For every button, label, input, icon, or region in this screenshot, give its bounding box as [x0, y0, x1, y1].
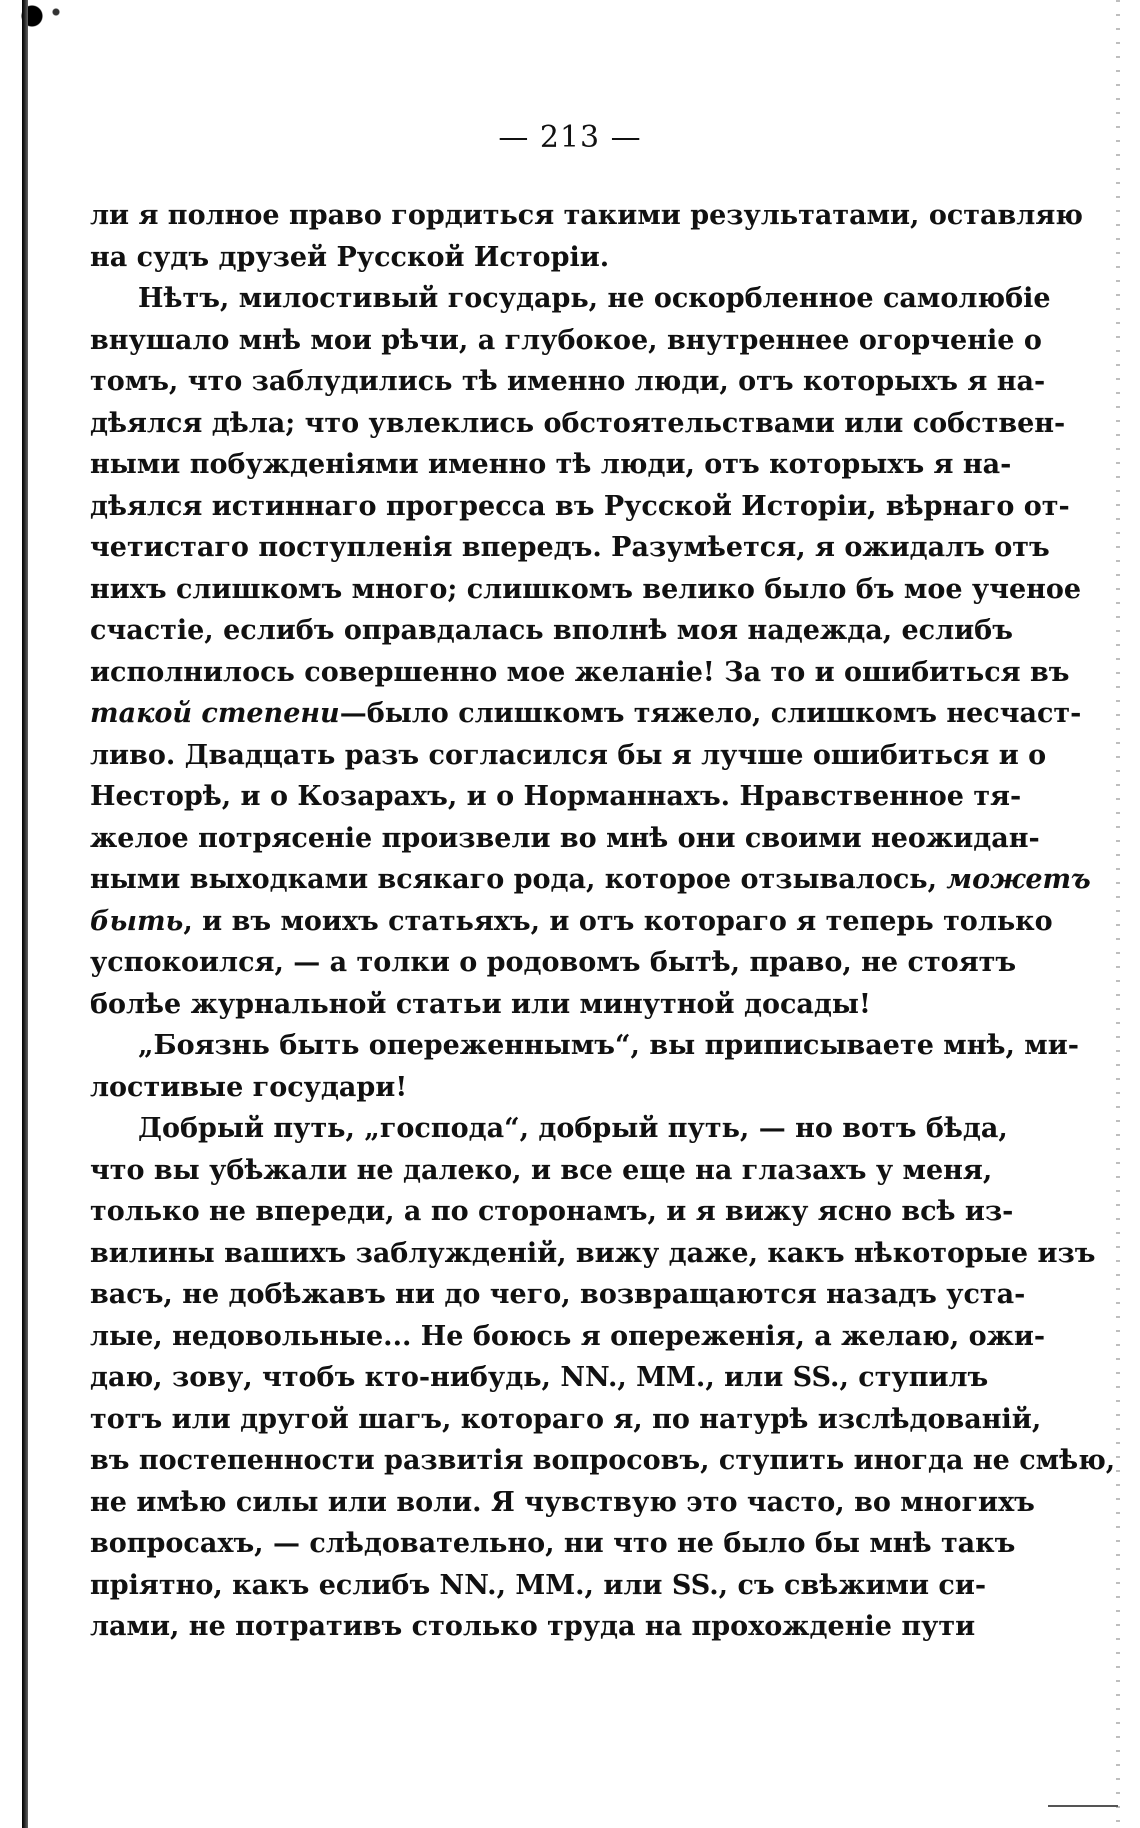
text-line: васъ, не добѣжавъ ни до чего, возвращаются назадъ уста-	[90, 1279, 1026, 1310]
paragraph	[90, 278, 1091, 1025]
paragraph	[90, 1025, 1079, 1108]
text-line: Добрый путь, „господа“, добрый путь, — но вотъ бѣда,	[138, 1113, 1008, 1144]
text-line: пріятно, какъ еслибъ NN., MM., или SS., съ свѣжими си-	[90, 1569, 987, 1601]
scan-edge-left	[22, 0, 28, 1828]
text-line: не имѣю силы или воли. Я чувствую это часто, во многихъ	[90, 1486, 1035, 1518]
text-line: вилины вашихъ заблужденій, вижу даже, какъ нѣкоторые изъ	[90, 1237, 1096, 1269]
italic-text: такой степени	[90, 698, 340, 729]
text-line: на судъ друзей Русской Исторіи.	[90, 241, 610, 273]
text-line: желое потрясеніе произвели во мнѣ они своими неожидан-	[90, 822, 1040, 854]
text-line: четистаго поступленія впередъ. Разумѣется, я ожидалъ отъ	[90, 532, 1050, 563]
italic-text: быть	[90, 905, 184, 937]
paragraph	[90, 195, 1083, 278]
body-text	[90, 195, 1116, 1648]
text-line: томъ, что заблудились тѣ именно люди, отъ которыхъ я на-	[90, 366, 1046, 397]
text-line: дѣялся дѣла; что увлеклись обстоятельствами или собствен-	[90, 407, 1066, 439]
italic-text: можетъ	[946, 864, 1091, 895]
text-line: ли я полное право гордиться такими результатами, оставляю	[90, 200, 1083, 231]
text-line: лами, не потративъ столько труда на прохожденіе пути	[90, 1611, 976, 1642]
scan-artifact	[0, 0, 80, 40]
scan-edge-right	[1116, 0, 1120, 1828]
scan-rule	[1048, 1805, 1118, 1807]
text-line: лостивые государи!	[90, 1071, 408, 1103]
text-line: тотъ или другой шагъ, котораго я, по натурѣ изслѣдованій,	[90, 1403, 1042, 1435]
text-line: ными выходками всякаго рода, которое отзывалось, можетъ	[90, 864, 1091, 895]
text-line: „Боязнь быть опереженнымъ“, вы приписываете мнѣ, ми-	[138, 1030, 1079, 1061]
text-line: вопросахъ, — слѣдовательно, ни что не было бы мнѣ такъ	[90, 1528, 1016, 1559]
text-line: быть, и въ моихъ статьяхъ, и отъ котораго я теперь только	[90, 905, 1053, 937]
text-line: Несторѣ, и о Козарахъ, и о Норманнахъ. Нравственное тя-	[90, 781, 1022, 812]
text-line: нихъ слишкомъ много; слишкомъ велико было бъ мое ученое	[90, 573, 1082, 605]
text-line: въ постепенности развитія вопросовъ, ступить иногда не смѣю,	[90, 1445, 1116, 1476]
text-line: успокоился, — а толки о родовомъ бытѣ, право, не стоятъ	[90, 947, 1017, 978]
paragraph	[90, 1108, 1116, 1648]
text-line: даю, зову, чтобъ кто-нибудь, NN., MM., или SS., ступилъ	[90, 1362, 989, 1393]
text-line: Нѣтъ, милостивый государь, не оскорбленное самолюбіе	[138, 283, 1051, 314]
page-number: — 213 —	[498, 120, 642, 155]
text-line: счастіе, еслибъ оправдалась вполнѣ моя надежда, еслибъ	[90, 615, 1013, 646]
text-line: внушало мнѣ мои рѣчи, а глубокое, внутреннее огорченіе о	[90, 324, 1042, 356]
text-line: ными побужденіями именно тѣ люди, отъ которыхъ я на-	[90, 449, 1012, 480]
text-line: ливо. Двадцать разъ согласился бы я лучше ошибиться и о	[90, 739, 1047, 771]
text-line: такой степени—было слишкомъ тяжело, слишкомъ несчаст-	[90, 698, 1082, 729]
text-line: лые, недовольные... Не боюсь я опереженія, а желаю, ожи-	[90, 1320, 1046, 1352]
text-line: что вы убѣжали не далеко, и все еще на глазахъ у меня,	[90, 1154, 993, 1186]
text-line: болѣе журнальной статьи или минутной досады!	[90, 988, 871, 1020]
text-line: исполнилось совершенно мое желаніе! За то и ошибиться въ	[90, 656, 1070, 688]
text-line: дѣялся истиннаго прогресса въ Русской Исторіи, вѣрнаго от-	[90, 490, 1070, 522]
text-line: только не впереди, а по сторонамъ, и я вижу ясно всѣ из-	[90, 1196, 1014, 1227]
